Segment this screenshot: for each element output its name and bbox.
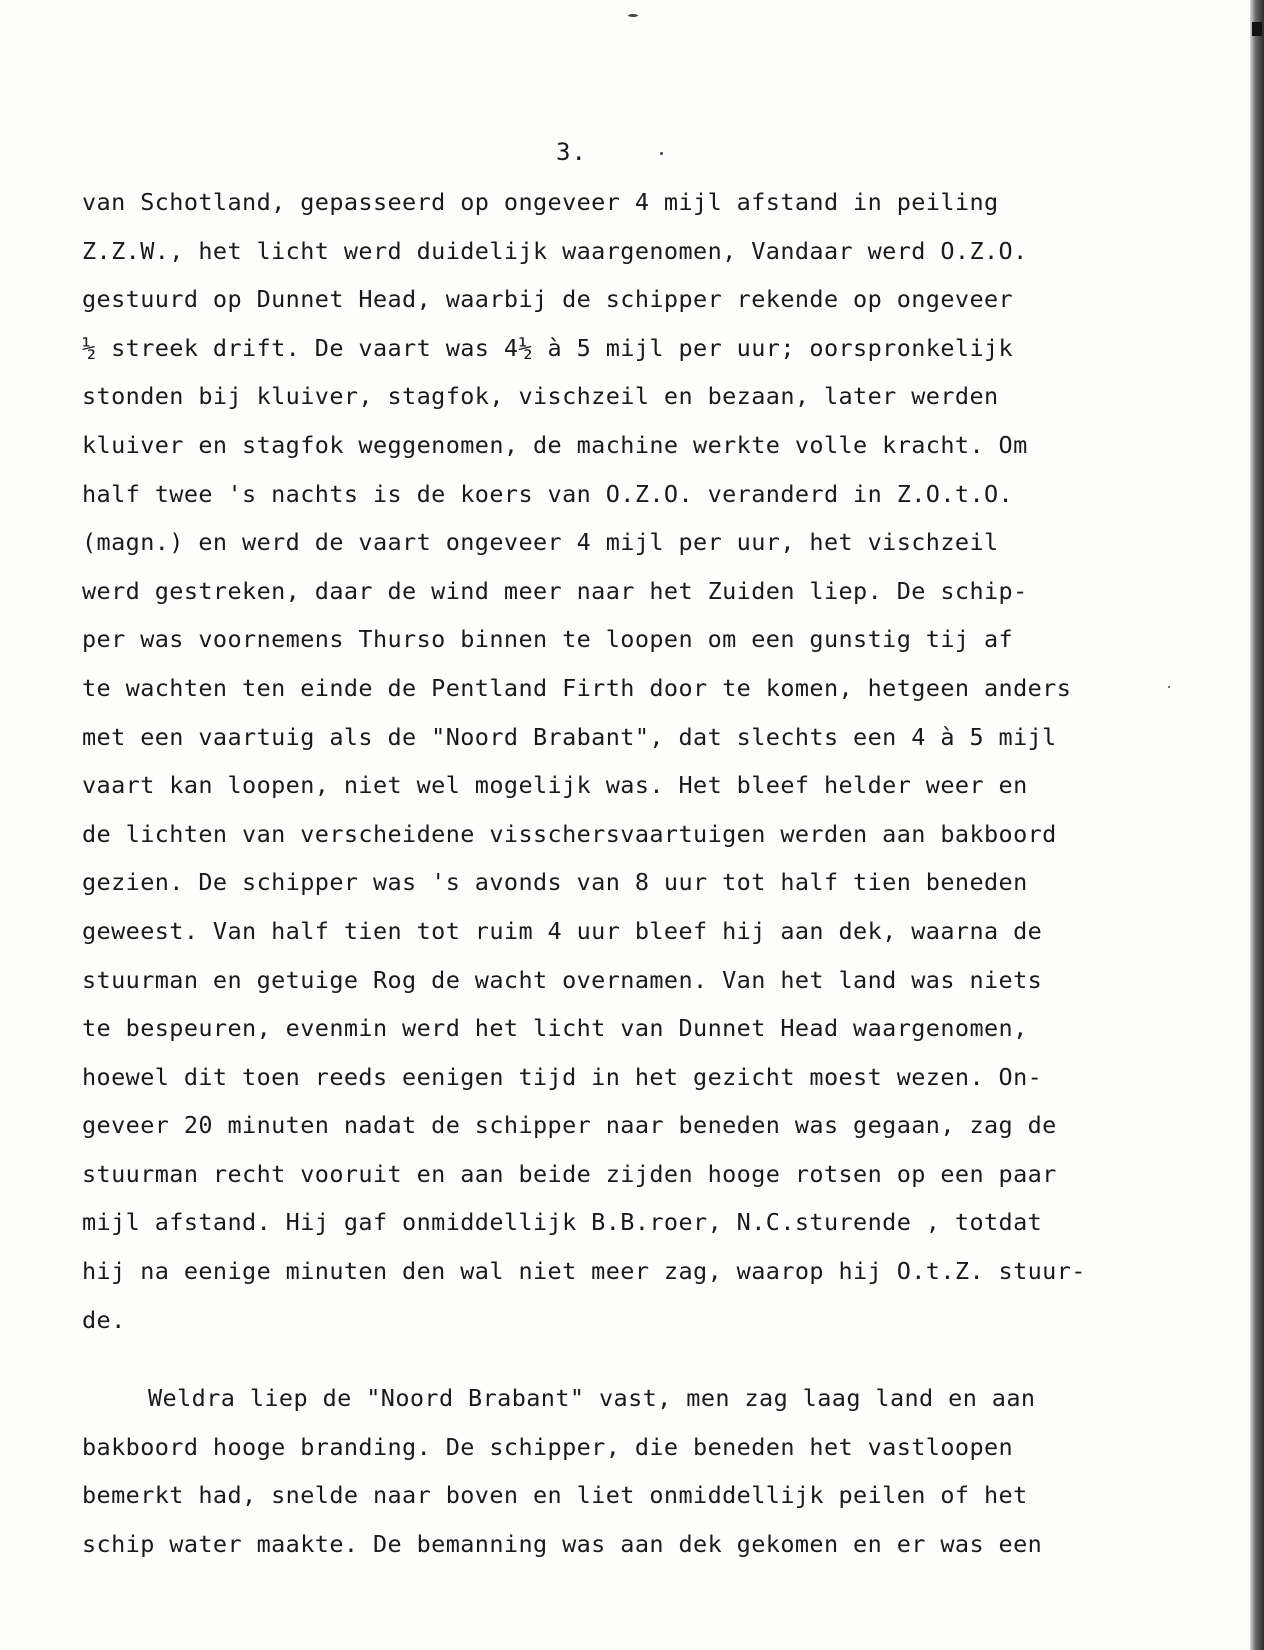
scan-edge-mark: [1252, 22, 1262, 36]
text-line: schip water maakte. De bemanning was aan dek gekomen en er was een: [82, 1530, 1043, 1559]
text-line: bakboord hooge branding. De schipper, die beneden het vastloopen: [82, 1432, 1014, 1461]
scan-speck: [1168, 686, 1170, 688]
text-line: werd gestreken, daar de wind meer naar het Zuiden liep. De schip-: [82, 576, 1028, 605]
text-line: met een vaartuig als de "Noord Brabant", dat slechts een 4 à 5 mijl: [82, 722, 1057, 751]
text-line: stuurman recht vooruit en aan beide zijden hooge rotsen op een paar: [82, 1159, 1057, 1188]
text-line: te wachten ten einde de Pentland Firth door te komen, hetgeen anders: [82, 673, 1072, 702]
text-line: vaart kan loopen, niet wel mogelijk was. Het bleef helder weer en: [82, 771, 1028, 800]
paragraph-gap: [82, 1344, 1122, 1374]
scan-speck: [628, 14, 638, 17]
text-line: half twee 's nachts is de koers van O.Z.O. veranderd in Z.O.t.O.: [82, 479, 1014, 508]
text-line: geveer 20 minuten nadat de schipper naar beneden was gegaan, zag de: [82, 1111, 1057, 1140]
text-line: te bespeuren, evenmin werd het licht van Dunnet Head waargenomen,: [82, 1014, 1028, 1043]
text-line: geweest. Van half tien tot ruim 4 uur bleef hij aan dek, waarna de: [82, 916, 1043, 945]
text-line: stonden bij kluiver, stagfok, vischzeil en bezaan, later werden: [82, 382, 999, 411]
scan-speck: [660, 152, 663, 155]
text-line: de.: [82, 1305, 126, 1334]
text-line: van Schotland, gepasseerd op ongeveer 4 mijl afstand in peiling: [82, 188, 999, 216]
text-line: bemerkt had, snelde naar boven en liet onmiddellijk peilen of het: [82, 1481, 1028, 1510]
body-text: [82, 178, 1122, 1569]
paragraph-2: [82, 1374, 1122, 1568]
page-number: 3.: [556, 138, 587, 166]
text-line: de lichten van verscheidene visschersvaartuigen werden aan bakboord: [82, 819, 1057, 848]
text-line: gestuurd op Dunnet Head, waarbij de schipper rekende op ongeveer: [82, 285, 1014, 314]
text-line: hoewel dit toen reeds eenigen tijd in het gezicht moest wezen. On-: [82, 1062, 1043, 1091]
text-line: stuurman en getuige Rog de wacht overnamen. Van het land was niets: [82, 965, 1043, 994]
text-line: Weldra liep de "Noord Brabant" vast, men zag laag land en aan: [148, 1384, 1036, 1413]
text-line: ½ streek drift. De vaart was 4½ à 5 mijl per uur; oorspronkelijk: [82, 333, 1014, 362]
text-line: hij na eenige minuten den wal niet meer zag, waarop hij O.t.Z. stuur-: [82, 1257, 1086, 1286]
text-line: per was voornemens Thurso binnen te loopen om een gunstig tij af: [82, 625, 1014, 654]
text-line: kluiver en stagfok weggenomen, de machine werkte volle kracht. Om: [82, 430, 1028, 459]
text-line: gezien. De schipper was 's avonds van 8 uur tot half tien beneden: [82, 868, 1028, 897]
text-line: Z.Z.W., het licht werd duidelijk waargenomen, Vandaar werd O.Z.O.: [82, 236, 1028, 265]
text-line: (magn.) en werd de vaart ongeveer 4 mijl per uur, het vischzeil: [82, 528, 999, 557]
scan-edge: [1250, 0, 1264, 1650]
text-line: mijl afstand. Hij gaf onmiddellijk B.B.roer, N.C.sturende , totdat: [82, 1208, 1043, 1237]
paragraph-1: [82, 178, 1122, 1344]
